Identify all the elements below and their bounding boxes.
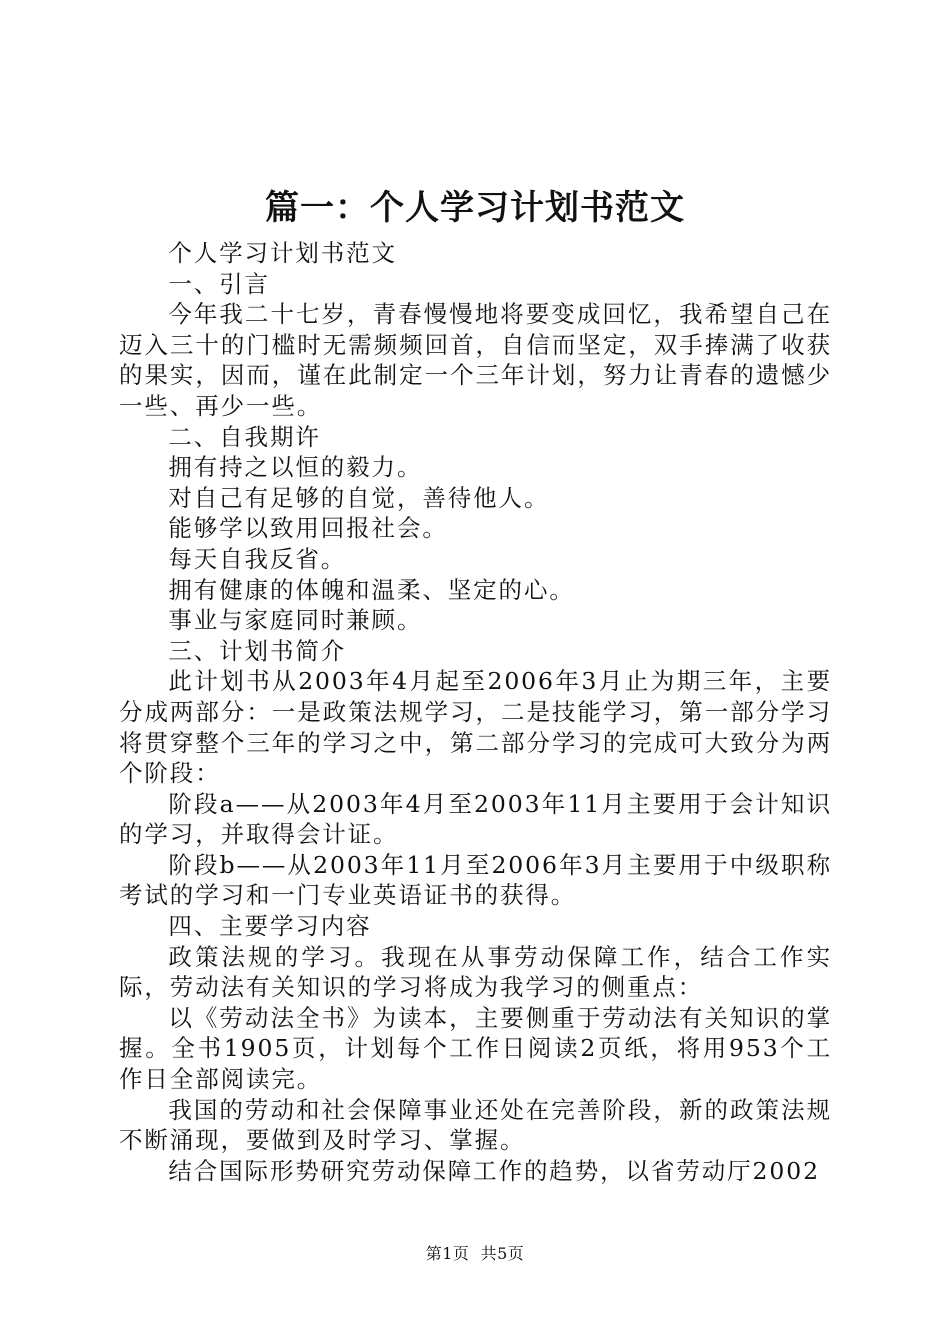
page-total: 共5页: [480, 1244, 525, 1263]
paragraph-new-regulations: 我国的劳动和社会保障事业还处在完善阶段，新的政策法规不断涌现，要做到及时学习、掌握。: [119, 1095, 832, 1155]
footer-separator: [469, 1244, 480, 1263]
page-number: 第1页: [425, 1244, 470, 1263]
paragraph-expectation-2: 对自己有足够的自觉，善待他人。: [168, 483, 550, 512]
paragraph-expectation-4: 每天自我反省。: [168, 544, 347, 573]
paragraph-subtitle: 个人学习计划书范文: [168, 239, 397, 267]
section-heading-plan-overview: 三、计划书简介: [168, 636, 347, 665]
paragraph-plan-overview: 此计划书从2003年4月起至2006年3月止为期三年，主要分成两部分：一是政策法规学习，二是技能学习，第一部分学习将贯穿整个三年的学习之中，第二部分学习的完成可大致分为两个阶段：: [119, 667, 832, 788]
paragraph-expectation-1: 拥有持之以恒的毅力。: [168, 453, 423, 482]
document-title: 篇一：个人学习计划书范文: [265, 188, 685, 228]
paragraph-expectation-3: 能够学以致用回报社会。: [168, 514, 448, 543]
paragraph-introduction: 今年我二十七岁，青春慢慢地将要变成回忆，我希望自己在迈入三十的门槛时无需频频回首，自信而坚定，双手捧满了收获的果实，因而，谨在此制定一个三年计划，努力让青春的遗憾少一些、再少一些。: [119, 300, 832, 420]
paragraph-expectation-5: 拥有健康的体魄和温柔、坚定的心。: [168, 575, 575, 604]
document-body: [119, 238, 832, 1186]
paragraph-stage-b: 阶段b——从2003年11月至2006年3月主要用于中级职称考试的学习和一门专业英语证书的获得。: [119, 850, 832, 910]
paragraph-expectation-6: 事业与家庭同时兼顾。: [168, 606, 423, 635]
paragraph-policy-study: 政策法规的学习。我现在从事劳动保障工作，结合工作实际，劳动法有关知识的学习将成为我学习的侧重点：: [119, 942, 832, 1002]
section-heading-self-expectation: 二、自我期许: [168, 422, 321, 451]
paragraph-international-trends: 结合国际形势研究劳动保障工作的趋势，以省劳动厅2002: [168, 1156, 820, 1185]
section-heading-main-content: 四、主要学习内容: [168, 912, 372, 941]
section-heading-introduction: 一、引言: [168, 269, 270, 298]
paragraph-labor-law-book: 以《劳动法全书》为读本，主要侧重于劳动法有关知识的掌握。全书1905页，计划每个工作日阅读2页纸，将用953个工作日全部阅读完。: [119, 1003, 832, 1094]
page-footer: [0, 1243, 950, 1265]
paragraph-stage-a: 阶段a——从2003年4月至2003年11月主要用于会计知识的学习，并取得会计证。: [119, 789, 832, 849]
